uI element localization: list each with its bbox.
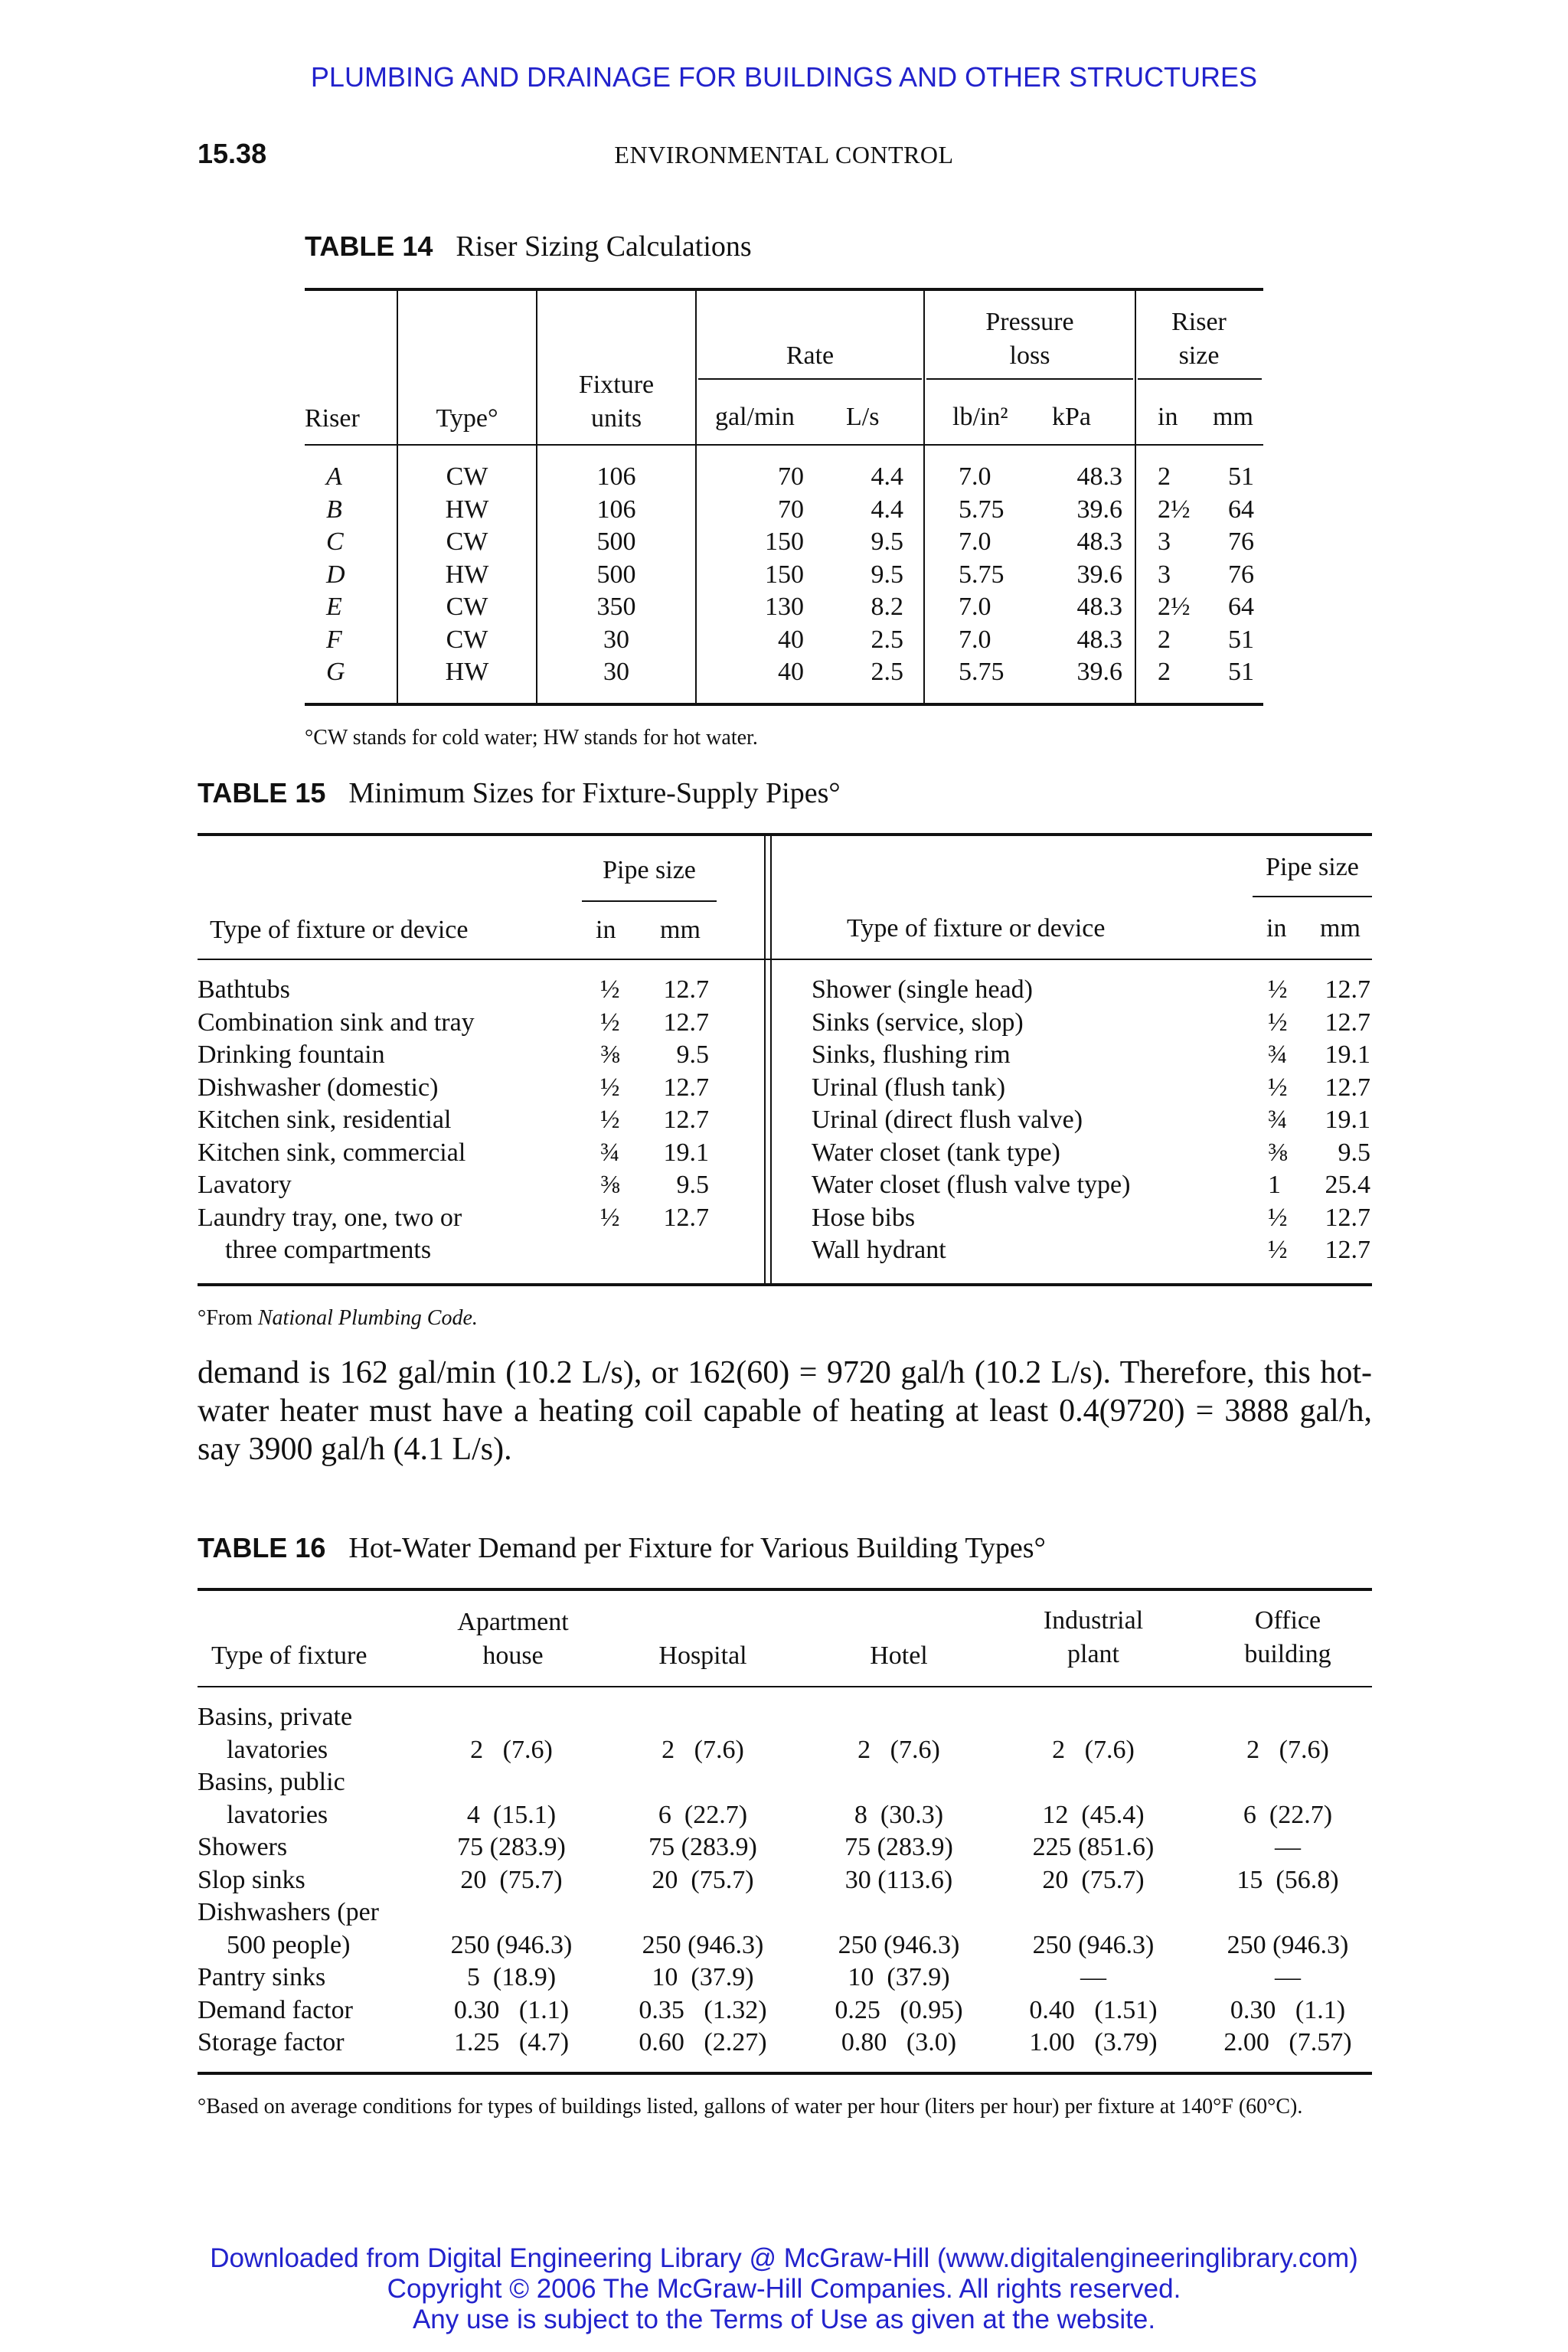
t14-cell-riser: F bbox=[326, 625, 342, 654]
t16-cell-hospital: 250 (946.3) bbox=[642, 1930, 764, 1959]
t15-right-in: ½ bbox=[1268, 1203, 1288, 1232]
t14-cell-riser: G bbox=[326, 658, 345, 686]
t14-cell-rate-ls: 2.5 bbox=[871, 625, 903, 654]
t16-cell-apartment: 250 (946.3) bbox=[450, 1930, 573, 1959]
table16-label: TABLE 16 bbox=[198, 1532, 326, 1563]
t16-header-apartment-2: house bbox=[482, 1642, 544, 1670]
t16-header-hospital: Hospital bbox=[658, 1642, 747, 1670]
t14-header-type: Type° bbox=[436, 404, 498, 433]
t16-cell-office: — bbox=[1275, 1833, 1301, 1861]
t14-cell-fixture-units: 106 bbox=[596, 462, 636, 491]
table16-title: Hot-Water Demand per Fixture for Various Building Types° bbox=[348, 1532, 1046, 1564]
t14-cell-rate-ls: 4.4 bbox=[871, 495, 903, 524]
t15-right-in: ½ bbox=[1268, 975, 1288, 1004]
t14-cell-fixture-units: 30 bbox=[603, 658, 629, 686]
t14-cell-riser-mm: 76 bbox=[1228, 528, 1254, 556]
t16-header-office-2: building bbox=[1244, 1640, 1331, 1668]
t14-header-riser-mm: mm bbox=[1213, 403, 1253, 431]
t16-header-industrial: Industrial bbox=[1043, 1606, 1144, 1635]
t15-footnote-source: National Plumbing Code. bbox=[257, 1306, 478, 1330]
t16-row-label: Basins, public bbox=[198, 1768, 345, 1796]
t15-right-fixture: Sinks, flushing rim bbox=[812, 1040, 1011, 1069]
t16-cell-apartment: 20 (75.7) bbox=[460, 1865, 563, 1894]
t14-cell-riser: C bbox=[326, 528, 344, 556]
t16-cell-apartment: 75 (283.9) bbox=[457, 1833, 566, 1861]
t16-header-office: Office bbox=[1254, 1606, 1321, 1635]
t15-right-mm: 12.7 bbox=[1325, 1008, 1370, 1037]
t16-cell-apartment: 5 (18.9) bbox=[466, 1963, 557, 1991]
t14-cell-pressure-kpa: 48.3 bbox=[1076, 462, 1122, 491]
t16-row-label: Demand factor bbox=[198, 1995, 353, 2024]
table15-caption bbox=[198, 776, 841, 810]
body-paragraph: demand is 162 gal/min (10.2 L/s), or 162(60) = 9720 gal/h (10.2 L/s). Therefore, this hot-water heater must have a heating coil capable of heating at least 0.4(9720) = 3888 gal/h, say 3900 gal/h (4.1 L/s). bbox=[198, 1355, 1372, 1467]
t14-header-fixture-units: Fixture bbox=[578, 371, 655, 399]
table14-label: TABLE 14 bbox=[305, 230, 433, 262]
t14-header-rate: Rate bbox=[786, 341, 835, 370]
t16-cell-hospital: 10 (37.9) bbox=[652, 1963, 754, 1991]
t14-cell-riser: D bbox=[326, 560, 345, 589]
table15-footnote bbox=[198, 1306, 478, 1331]
t14-cell-riser-mm: 51 bbox=[1228, 658, 1254, 686]
t14-cell-type: HW bbox=[445, 560, 489, 589]
t15-right-mm: 12.7 bbox=[1325, 1073, 1370, 1102]
t16-cell-industrial: — bbox=[1080, 1963, 1106, 1991]
t14-cell-type: CW bbox=[446, 593, 488, 621]
t14-header-riser-in: in bbox=[1158, 403, 1178, 431]
t14-cell-rate-ls: 8.2 bbox=[871, 593, 903, 621]
t15-header-type-right: Type of fixture or device bbox=[847, 914, 1106, 942]
t15-right-fixture: Urinal (direct flush valve) bbox=[812, 1106, 1083, 1134]
table15-label: TABLE 15 bbox=[198, 777, 326, 808]
t16-cell-industrial: 225 (851.6) bbox=[1032, 1833, 1155, 1861]
t14-cell-riser: A bbox=[326, 462, 342, 491]
t14-cell-riser-mm: 76 bbox=[1228, 560, 1254, 589]
t16-header-apartment: Apartment bbox=[457, 1608, 569, 1636]
t14-cell-pressure-kpa: 48.3 bbox=[1076, 625, 1122, 654]
t15-left-mm: 19.1 bbox=[663, 1138, 709, 1167]
t15-left-in: ½ bbox=[600, 1106, 620, 1134]
t16-cell-industrial: 2 (7.6) bbox=[1052, 1735, 1135, 1764]
t15-right-fixture: Urinal (flush tank) bbox=[812, 1073, 1006, 1102]
t15-right-mm: 12.7 bbox=[1325, 975, 1370, 1004]
t14-cell-fixture-units: 350 bbox=[596, 593, 636, 621]
footer-copyright-line: Copyright © 2006 The McGraw-Hill Companies. All rights reserved. bbox=[387, 2274, 1181, 2304]
footer bbox=[0, 2243, 1568, 2335]
t14-cell-rate-gal: 70 bbox=[778, 462, 804, 491]
t15-right-in: ¾ bbox=[1268, 1040, 1288, 1069]
t14-cell-type: CW bbox=[446, 528, 488, 556]
t15-left-in: ⅜ bbox=[600, 1040, 620, 1069]
t15-header-pipe-size-right: Pipe size bbox=[1266, 853, 1359, 881]
t15-left-in: ¾ bbox=[600, 1138, 620, 1167]
t14-cell-riser: B bbox=[326, 495, 342, 524]
t16-cell-hotel: 30 (113.6) bbox=[844, 1865, 953, 1894]
t14-header-pressure-2: loss bbox=[1009, 341, 1050, 370]
t16-cell-hotel: 10 (37.9) bbox=[848, 1963, 950, 1991]
t14-cell-rate-ls: 4.4 bbox=[871, 462, 903, 491]
t16-cell-industrial: 1.00 (3.79) bbox=[1029, 2028, 1158, 2056]
t14-cell-fixture-units: 106 bbox=[596, 495, 636, 524]
t14-cell-type: CW bbox=[446, 462, 488, 491]
t14-cell-rate-gal: 40 bbox=[778, 658, 804, 686]
t14-header-riser: Riser bbox=[305, 404, 360, 433]
t16-row-label: Storage factor bbox=[198, 2028, 345, 2056]
t15-left-mm: 9.5 bbox=[676, 1171, 709, 1199]
table14-title: Riser Sizing Calculations bbox=[456, 230, 752, 263]
footer-terms-line: Any use is subject to the Terms of Use as given at the website. bbox=[412, 2305, 1156, 2334]
footer-download-line: Downloaded from Digital Engineering Library @ McGraw-Hill (www.digitalengineeringlibrary.com) bbox=[210, 2243, 1358, 2273]
t15-right-in: ¾ bbox=[1268, 1106, 1288, 1134]
t16-cell-hotel: 2 (7.6) bbox=[858, 1735, 940, 1764]
t14-cell-rate-ls: 9.5 bbox=[871, 528, 903, 556]
t15-right-fixture: Hose bibs bbox=[812, 1203, 916, 1232]
t15-right-mm: 19.1 bbox=[1325, 1106, 1370, 1134]
t14-cell-pressure-lb: 5.75 bbox=[959, 658, 1004, 686]
t14-header-pressure-lb: lb/in² bbox=[952, 403, 1008, 431]
t14-cell-riser-mm: 51 bbox=[1228, 462, 1254, 491]
t14-cell-pressure-lb: 7.0 bbox=[959, 528, 991, 556]
t14-cell-pressure-lb: 5.75 bbox=[959, 560, 1004, 589]
t14-cell-riser-in: 3 bbox=[1158, 528, 1171, 556]
t14-cell-pressure-kpa: 48.3 bbox=[1076, 528, 1122, 556]
t15-right-mm: 9.5 bbox=[1338, 1138, 1370, 1167]
t15-header-type-left: Type of fixture or device bbox=[210, 916, 469, 944]
t15-right-fixture: Water closet (tank type) bbox=[812, 1138, 1060, 1167]
t16-row-label-cont: lavatories bbox=[227, 1735, 328, 1764]
t15-footnote-prefix: °From bbox=[198, 1306, 258, 1330]
page-number: 15.38 bbox=[198, 138, 267, 169]
t14-cell-fixture-units: 500 bbox=[596, 528, 636, 556]
t16-cell-office: — bbox=[1275, 1963, 1301, 1991]
t14-header-rate-gal: gal/min bbox=[715, 403, 795, 431]
t15-left-fixture: Dishwasher (domestic) bbox=[198, 1073, 439, 1102]
t14-cell-rate-gal: 40 bbox=[778, 625, 804, 654]
t14-header-fixture-units-2: units bbox=[590, 404, 642, 433]
t14-cell-rate-ls: 9.5 bbox=[871, 560, 903, 589]
table16-caption bbox=[198, 1531, 1046, 1565]
t14-cell-riser-mm: 51 bbox=[1228, 625, 1254, 654]
t16-cell-office: 6 (22.7) bbox=[1243, 1800, 1333, 1829]
t16-cell-hotel: 8 (30.3) bbox=[854, 1800, 944, 1829]
t15-left-in: ½ bbox=[600, 1203, 620, 1232]
t15-right-in: 1 bbox=[1268, 1171, 1281, 1199]
t16-cell-industrial: 20 (75.7) bbox=[1042, 1865, 1145, 1894]
t15-right-in: ½ bbox=[1268, 1236, 1288, 1264]
t14-header-pressure: Pressure bbox=[985, 308, 1074, 336]
t15-left-in: ½ bbox=[600, 975, 620, 1004]
t16-cell-hospital: 20 (75.7) bbox=[652, 1865, 754, 1894]
t15-right-fixture: Water closet (flush valve type) bbox=[812, 1171, 1131, 1199]
t14-cell-rate-ls: 2.5 bbox=[871, 658, 903, 686]
t15-left-fixture: Lavatory bbox=[198, 1171, 292, 1199]
t15-left-mm: 9.5 bbox=[676, 1040, 709, 1069]
t16-row-label-cont: lavatories bbox=[227, 1800, 328, 1829]
t15-header-pipe-size-left: Pipe size bbox=[603, 856, 696, 884]
t16-cell-office: 2.00 (7.57) bbox=[1223, 2028, 1352, 2056]
t16-row-label: Slop sinks bbox=[198, 1865, 305, 1894]
t16-cell-hospital: 2 (7.6) bbox=[662, 1735, 744, 1764]
table14-caption bbox=[305, 230, 752, 263]
t16-cell-hospital: 0.35 (1.32) bbox=[639, 1995, 767, 2024]
t15-left-mm: 12.7 bbox=[663, 1203, 709, 1232]
table16-footnote: °Based on average conditions for types of buildings listed, gallons of water per hour (liters per hour) per fixture at 140°F (60°C). bbox=[198, 2095, 1303, 2118]
t15-left-fixture: Combination sink and tray bbox=[198, 1008, 475, 1037]
t14-cell-type: HW bbox=[445, 658, 489, 686]
t15-right-in: ½ bbox=[1268, 1008, 1288, 1037]
t14-cell-pressure-lb: 7.0 bbox=[959, 462, 991, 491]
t14-cell-riser-in: 3 bbox=[1158, 560, 1171, 589]
t16-cell-hospital: 6 (22.7) bbox=[658, 1800, 748, 1829]
t15-right-mm: 12.7 bbox=[1325, 1236, 1370, 1264]
t15-header-in-right: in bbox=[1266, 914, 1287, 942]
t15-left-fixture: Bathtubs bbox=[198, 975, 290, 1004]
t15-left-mm: 12.7 bbox=[663, 1073, 709, 1102]
t16-cell-office: 250 (946.3) bbox=[1227, 1930, 1349, 1959]
t15-right-mm: 12.7 bbox=[1325, 1203, 1370, 1232]
t14-cell-type: CW bbox=[446, 625, 488, 654]
t14-cell-pressure-kpa: 39.6 bbox=[1076, 495, 1122, 524]
table14-footnote: °CW stands for cold water; HW stands for hot water. bbox=[305, 726, 758, 750]
t15-header-mm-right: mm bbox=[1320, 914, 1361, 942]
t15-right-fixture: Shower (single head) bbox=[812, 975, 1033, 1004]
t14-cell-riser-in: 2 bbox=[1158, 658, 1171, 686]
t15-left-fixture: Drinking fountain bbox=[198, 1040, 385, 1069]
t14-cell-rate-gal: 70 bbox=[778, 495, 804, 524]
t16-cell-hotel: 75 (283.9) bbox=[844, 1833, 953, 1861]
t16-cell-hotel: 0.25 (0.95) bbox=[835, 1995, 963, 2024]
t16-row-label: Pantry sinks bbox=[198, 1963, 326, 1991]
t16-header-hotel: Hotel bbox=[870, 1642, 928, 1670]
t16-cell-apartment: 2 (7.6) bbox=[470, 1735, 553, 1764]
t14-header-riser-size-2: size bbox=[1178, 341, 1220, 370]
t14-cell-pressure-kpa: 39.6 bbox=[1076, 658, 1122, 686]
t16-row-label: Basins, private bbox=[198, 1703, 353, 1731]
t14-cell-riser-in: 2 bbox=[1158, 625, 1171, 654]
t15-header-in-left: in bbox=[596, 916, 616, 944]
t16-cell-industrial: 250 (946.3) bbox=[1032, 1930, 1155, 1959]
t16-header-industrial-2: plant bbox=[1067, 1640, 1119, 1668]
t14-cell-riser-mm: 64 bbox=[1228, 593, 1254, 621]
t15-left-fixture: Laundry tray, one, two or bbox=[198, 1203, 462, 1232]
t16-cell-hospital: 0.60 (2.27) bbox=[639, 2028, 767, 2056]
t15-left-in: ½ bbox=[600, 1073, 620, 1102]
t14-cell-pressure-lb: 5.75 bbox=[959, 495, 1004, 524]
t14-cell-riser-in: 2½ bbox=[1158, 593, 1191, 621]
t16-row-label: Dishwashers (per bbox=[198, 1898, 379, 1926]
t16-cell-industrial: 0.40 (1.51) bbox=[1029, 1995, 1158, 2024]
t16-cell-apartment: 0.30 (1.1) bbox=[453, 1995, 570, 2024]
t14-cell-type: HW bbox=[445, 495, 489, 524]
t15-right-mm: 19.1 bbox=[1325, 1040, 1370, 1069]
t14-cell-pressure-lb: 7.0 bbox=[959, 593, 991, 621]
t16-row-label: Showers bbox=[198, 1833, 288, 1861]
t15-right-fixture: Sinks (service, slop) bbox=[812, 1008, 1024, 1037]
t14-cell-riser-in: 2 bbox=[1158, 462, 1171, 491]
t16-cell-hotel: 250 (946.3) bbox=[838, 1930, 960, 1959]
t16-cell-office: 15 (56.8) bbox=[1236, 1865, 1339, 1894]
t14-cell-riser-in: 2½ bbox=[1158, 495, 1191, 524]
t16-cell-apartment: 1.25 (4.7) bbox=[453, 2028, 570, 2056]
table15-title: Minimum Sizes for Fixture-Supply Pipes° bbox=[348, 777, 841, 809]
t16-cell-hospital: 75 (283.9) bbox=[648, 1833, 757, 1861]
t14-cell-pressure-kpa: 39.6 bbox=[1076, 560, 1122, 589]
t14-cell-rate-gal: 130 bbox=[765, 593, 804, 621]
t15-header-mm-left: mm bbox=[660, 916, 701, 944]
t15-left-fixture: Kitchen sink, residential bbox=[198, 1106, 452, 1134]
t14-cell-pressure-kpa: 48.3 bbox=[1076, 593, 1122, 621]
t15-right-in: ⅜ bbox=[1268, 1138, 1288, 1167]
t14-cell-rate-gal: 150 bbox=[765, 560, 804, 589]
t15-left-in: ½ bbox=[600, 1008, 620, 1037]
t14-cell-fixture-units: 30 bbox=[603, 625, 629, 654]
running-head: ENVIRONMENTAL CONTROL bbox=[614, 141, 954, 168]
t16-cell-industrial: 12 (45.4) bbox=[1042, 1800, 1145, 1829]
t16-cell-office: 0.30 (1.1) bbox=[1230, 1995, 1346, 2024]
t15-left-fixture: Kitchen sink, commercial bbox=[198, 1138, 466, 1167]
t15-right-in: ½ bbox=[1268, 1073, 1288, 1102]
t14-header-pressure-kpa: kPa bbox=[1052, 403, 1091, 431]
t15-left-mm: 12.7 bbox=[663, 975, 709, 1004]
t15-right-fixture: Wall hydrant bbox=[812, 1236, 946, 1264]
t15-left-mm: 12.7 bbox=[663, 1008, 709, 1037]
t14-cell-rate-gal: 150 bbox=[765, 528, 804, 556]
t14-cell-pressure-lb: 7.0 bbox=[959, 625, 991, 654]
t15-left-fixture: three compartments bbox=[225, 1236, 432, 1264]
t15-left-in: ⅜ bbox=[600, 1171, 620, 1199]
t15-right-mm: 25.4 bbox=[1325, 1171, 1370, 1199]
t14-header-rate-ls: L/s bbox=[846, 403, 880, 431]
t16-cell-hotel: 0.80 (3.0) bbox=[841, 2028, 957, 2056]
t16-header-type: Type of fixture bbox=[211, 1642, 368, 1670]
t16-cell-office: 2 (7.6) bbox=[1246, 1735, 1329, 1764]
t14-cell-fixture-units: 500 bbox=[596, 560, 636, 589]
t16-row-label-cont: 500 people) bbox=[227, 1930, 351, 1959]
t14-cell-riser-mm: 64 bbox=[1228, 495, 1254, 524]
t16-cell-apartment: 4 (15.1) bbox=[466, 1800, 557, 1829]
document-banner: PLUMBING AND DRAINAGE FOR BUILDINGS AND OTHER STRUCTURES bbox=[310, 61, 1258, 93]
t15-left-mm: 12.7 bbox=[663, 1106, 709, 1134]
t14-cell-riser: E bbox=[326, 593, 342, 621]
t14-header-riser-size: Riser bbox=[1171, 308, 1227, 336]
